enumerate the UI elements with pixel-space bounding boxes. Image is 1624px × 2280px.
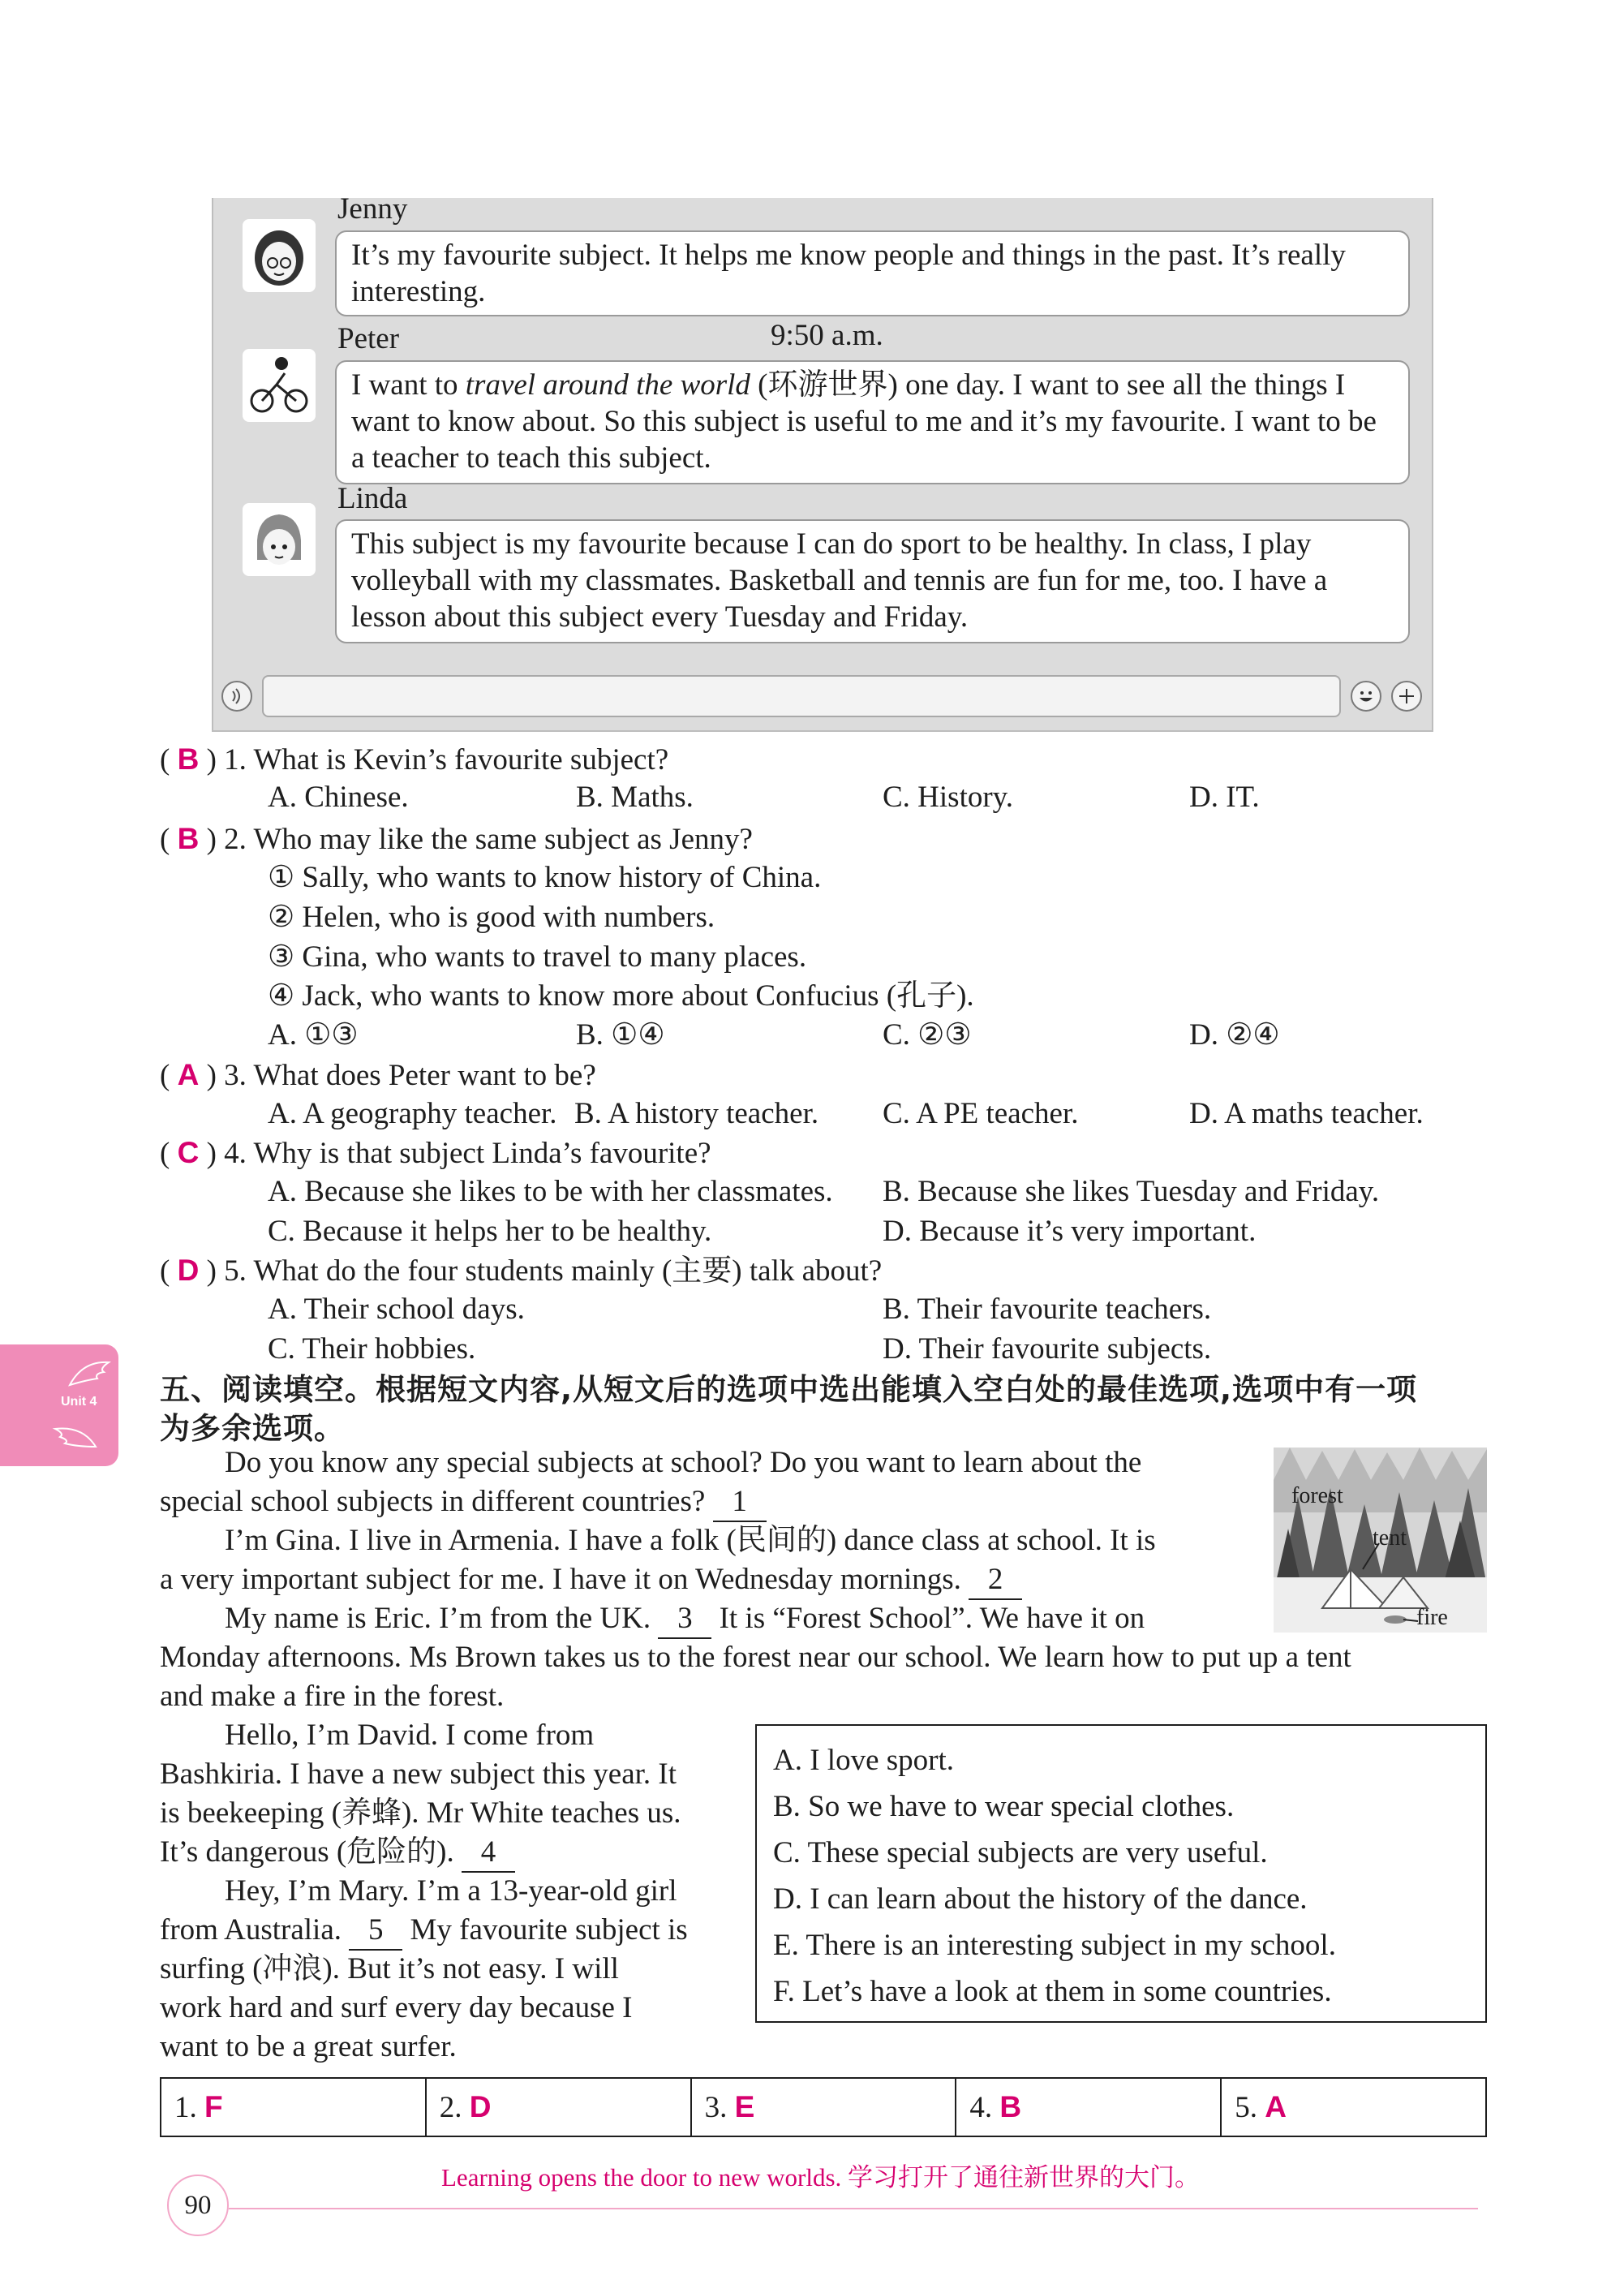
q5-option-a: A. Their school days. xyxy=(268,1293,525,1326)
choice-e: E. There is an interesting subject in my school. xyxy=(773,1929,1336,1962)
sender-jenny: Jenny xyxy=(337,192,408,226)
answer-2: B xyxy=(177,822,200,855)
passage-line: Hello, I’m David. I come from xyxy=(225,1719,595,1752)
choice-a: A. I love sport. xyxy=(773,1744,954,1777)
q1-option-b: B. Maths. xyxy=(576,781,694,814)
question-3: ( A ) 3. What does Peter want to be? xyxy=(160,1058,596,1092)
footer-motto: Learning opens the door to new worlds. 学习打开了通往新世界的大门。 xyxy=(441,2163,1201,2192)
passage-line: work hard and surf every day because I xyxy=(160,1991,633,2024)
voice-icon[interactable] xyxy=(221,681,252,712)
sender-peter: Peter xyxy=(337,322,400,355)
wing-icon xyxy=(67,1357,112,1390)
section-heading-cont: 为多余选项。 xyxy=(160,1411,345,1446)
passage-line: a very important subject for me. I have it on Wednesday mornings. 2 xyxy=(160,1561,1022,1600)
unit-side-tab xyxy=(0,1344,118,1466)
message-timestamp: 9:50 a.m. xyxy=(771,319,883,352)
forest-illustration xyxy=(1274,1448,1487,1633)
q3-option-a: A. A geography teacher. xyxy=(268,1097,557,1130)
forest-label: forest xyxy=(1291,1483,1343,1508)
q4-option-b: B. Because she likes Tuesday and Friday. xyxy=(883,1175,1380,1208)
q4-option-a: A. Because she likes to be with her classmates. xyxy=(268,1175,833,1208)
question-2: ( B ) 2. Who may like the same subject as Jenny? xyxy=(160,822,753,856)
sender-linda: Linda xyxy=(337,482,408,515)
message-jenny: It’s my favourite subject. It helps me know people and things in the past. It’s really interesting. xyxy=(335,230,1410,316)
answer-cell: 4. B xyxy=(956,2079,1222,2136)
q2-option-a: A. ①③ xyxy=(268,1018,359,1052)
answer-cell: 3. E xyxy=(692,2079,957,2136)
question-5: ( D ) 5. What do the four students mainly (主要) talk about? xyxy=(160,1254,883,1288)
q2-option-c: C. ②③ xyxy=(883,1018,972,1052)
q2-item-3: ③ Gina, who wants to travel to many places. xyxy=(268,940,807,974)
footer-rule xyxy=(229,2205,1478,2212)
passage-line: It’s dangerous (危险的). 4 xyxy=(160,1834,515,1873)
blank-4[interactable]: 4 xyxy=(462,1834,515,1873)
passage-line: want to be a great surfer. xyxy=(160,2030,457,2063)
answer-1: B xyxy=(177,742,200,776)
message-linda: This subject is my favourite because I can do sport to be healthy. In class, I play volleyball with my classmates. Basketball and tennis are fun for me, too. I have a lesson about this subject every Tuesday and Friday. xyxy=(335,519,1410,643)
tent-label: tent xyxy=(1373,1525,1407,1551)
q5-option-c: C. Their hobbies. xyxy=(268,1332,476,1366)
message-peter: I want to travel around the world (环游世界) one day. I want to see all the things I want to know about. So this subject is useful to me and it’s my favourite. I want to be a teacher to teach this subject. xyxy=(335,360,1410,484)
blank-1[interactable]: 1 xyxy=(713,1483,767,1522)
answer-cell: 5. A xyxy=(1235,2090,1287,2124)
passage-line: I’m Gina. I live in Armenia. I have a folk (民间的) dance class at school. It is xyxy=(225,1524,1156,1557)
q2-item-4: ④ Jack, who wants to know more about Confucius (孔子). xyxy=(268,979,974,1013)
blank-5[interactable]: 5 xyxy=(349,1912,402,1951)
passage-line: Do you know any special subjects at school? Do you want to learn about the xyxy=(225,1446,1142,1479)
passage-line: Hey, I’m Mary. I’m a 13-year-old girl xyxy=(225,1874,677,1908)
answer-5: D xyxy=(177,1254,200,1287)
blank-3[interactable]: 3 xyxy=(658,1600,711,1639)
passage-line: Monday afternoons. Ms Brown takes us to the forest near our school. We learn how to put up a tent xyxy=(160,1641,1351,1674)
passage-line: from Australia. 5 My favourite subject is xyxy=(160,1912,688,1951)
q3-option-c: C. A PE teacher. xyxy=(883,1097,1079,1130)
q4-option-d: D. Because it’s very important. xyxy=(883,1215,1257,1248)
blank-2[interactable]: 2 xyxy=(969,1561,1022,1600)
wing-icon xyxy=(47,1422,99,1455)
q5-option-b: B. Their favourite teachers. xyxy=(883,1293,1212,1326)
section-heading: 五、阅读填空。根据短文内容,从短文后的选项中选出能填入空白处的最佳选项,选项中有一项 xyxy=(160,1372,1418,1407)
q1-option-d: D. IT. xyxy=(1189,781,1260,814)
choice-d: D. I can learn about the history of the dance. xyxy=(773,1882,1308,1916)
choice-b: B. So we have to wear special clothes. xyxy=(773,1790,1235,1823)
peter-avatar xyxy=(243,349,316,422)
page-number: 90 xyxy=(167,2175,229,2236)
question-4: ( C ) 4. Why is that subject Linda’s favourite? xyxy=(160,1136,711,1170)
passage-line: special school subjects in different countries? 1 xyxy=(160,1483,767,1522)
fire-label: fire xyxy=(1416,1605,1448,1630)
chat-message-input[interactable] xyxy=(262,675,1341,717)
choice-c: C. These special subjects are very useful. xyxy=(773,1836,1268,1869)
q1-option-a: A. Chinese. xyxy=(268,781,409,814)
passage-line: Bashkiria. I have a new subject this year. It xyxy=(160,1757,677,1791)
plus-icon[interactable] xyxy=(1391,681,1422,712)
q2-item-2: ② Helen, who is good with numbers. xyxy=(268,901,715,934)
answer-4: C xyxy=(177,1136,200,1169)
answer-cell: 2. D xyxy=(427,2079,692,2136)
q5-option-d: D. Their favourite subjects. xyxy=(883,1332,1212,1366)
q2-item-1: ① Sally, who wants to know history of China. xyxy=(268,861,822,894)
q1-option-c: C. History. xyxy=(883,781,1014,814)
jenny-avatar xyxy=(243,219,316,292)
passage-line: surfing (冲浪). But it’s not easy. I will xyxy=(160,1952,619,1985)
answer-cell: 1. F xyxy=(161,2079,427,2136)
passage-line: is beekeeping (养蜂). Mr White teaches us. xyxy=(160,1796,681,1830)
passage-line: My name is Eric. I’m from the UK. 3 It is “Forest School”. We have it on xyxy=(225,1600,1145,1639)
q3-option-b: B. A history teacher. xyxy=(574,1097,819,1130)
linda-avatar xyxy=(243,503,316,576)
question-1: ( B ) 1. What is Kevin’s favourite subject? xyxy=(160,742,669,776)
choice-f: F. Let’s have a look at them in some countries. xyxy=(773,1975,1332,2008)
q4-option-c: C. Because it helps her to be healthy. xyxy=(268,1215,712,1248)
answer-3: A xyxy=(177,1058,200,1091)
unit-label: Unit 4 xyxy=(61,1395,97,1409)
q3-option-d: D. A maths teacher. xyxy=(1189,1097,1424,1130)
passage-line: and make a fire in the forest. xyxy=(160,1680,505,1713)
answer-table xyxy=(160,2077,1487,2137)
q2-option-d: D. ②④ xyxy=(1189,1018,1280,1052)
chat-panel xyxy=(212,192,1433,732)
emoji-icon[interactable] xyxy=(1351,681,1381,712)
choices-box xyxy=(755,1724,1487,2023)
q2-option-b: B. ①④ xyxy=(576,1018,665,1052)
